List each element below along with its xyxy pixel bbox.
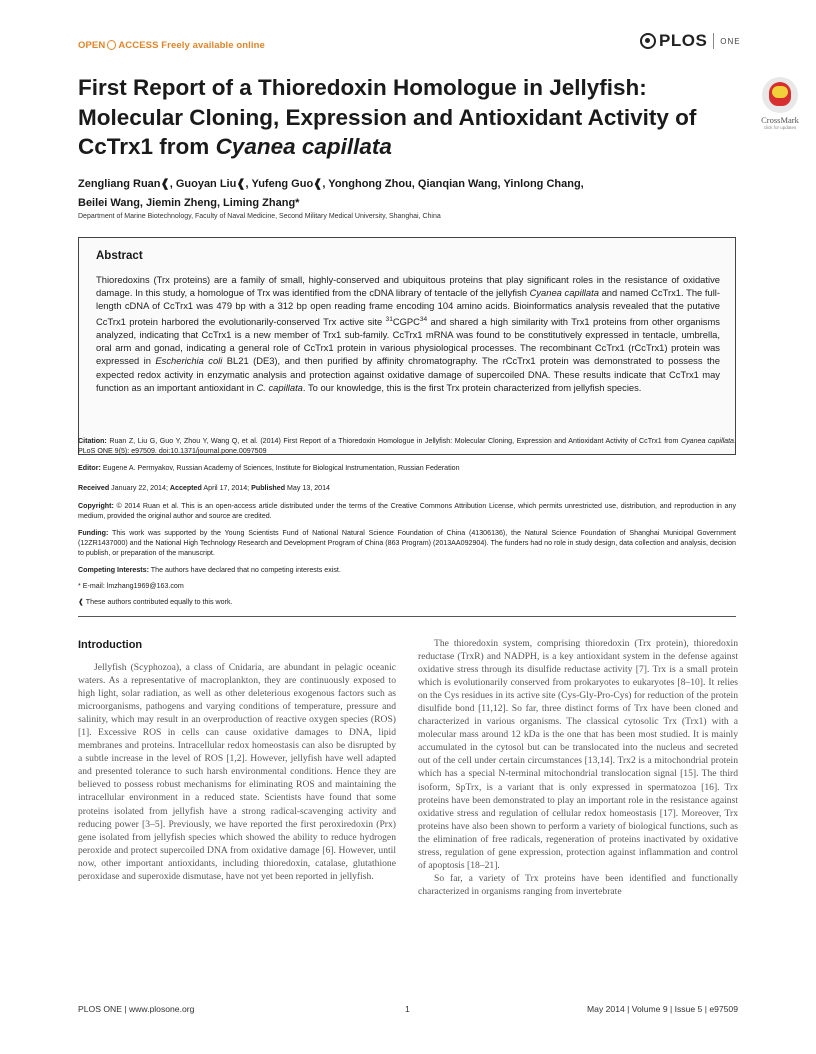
authors-line-2: Beilei Wang, Jiemin Zheng, Liming Zhang* — [78, 197, 300, 209]
footer-journal[interactable]: PLOS ONE | www.plosone.org — [78, 1004, 195, 1014]
plos-one-suffix: ONE — [720, 36, 741, 46]
intro-column-right — [418, 637, 738, 898]
competing-interests: Competing Interests: The authors have declared that no competing interests exist. — [78, 566, 341, 574]
page-number: 1 — [405, 1004, 410, 1014]
crossmark-button[interactable] — [752, 77, 808, 130]
authors-line-1: Zengliang Ruan❰, Guoyan Liu❰, Yufeng Guo❰, Yonghong Zhou, Qianqian Wang, Yinlong Chang, — [78, 178, 584, 190]
intro-column-left — [78, 661, 396, 883]
abstract-heading: Abstract — [96, 250, 143, 262]
introduction-heading: Introduction — [78, 639, 143, 651]
equal-contribution-note: ❰ These authors contributed equally to this work. — [78, 598, 233, 606]
editor: Editor: Eugene A. Permyakov, Russian Academy of Sciences, Institute for Biological Instrumentation, Russian Federation — [78, 464, 460, 472]
intro-paragraph-3: So far, a variety of Trx proteins have been identified and functionally characterized in organisms ranging from invertebrate — [418, 872, 738, 897]
crossmark-icon — [762, 77, 798, 113]
copyright: Copyright: © 2014 Ruan et al. This is an open-access article distributed under the terms of the Creative Commons Attribution License, which permits unrestricted use, distribution, and reproduction in any medium, provided the original author and source are credited. — [78, 502, 736, 520]
open-lock-icon — [107, 40, 116, 50]
section-divider — [78, 616, 736, 617]
corresponding-email[interactable]: * E-mail: lmzhang1969@163.com — [78, 582, 184, 590]
plos-wordmark: PLOS — [659, 31, 708, 50]
article-title: First Report of a Thioredoxin Homologue in Jellyfish: Molecular Cloning, Expression and Antioxidant Activity of CcTrx1 from Cyanea capillata — [78, 75, 697, 159]
dates: Received January 22, 2014; Accepted April 17, 2014; Published May 13, 2014 — [78, 484, 330, 492]
intro-paragraph-2: The thioredoxin system, comprising thioredoxin (Trx protein), thioredoxin reductase (TrxR) and NADPH, is a key antioxidant system in the defense against oxidative stress through its disulfide reductase activity [7]. Trx is a small protein which is evolutionarily conserved from prokaryotes to eukaryotes [8–10]. It relies on the Cys residues in its active site (Cys-Gly-Pro-Cys) for reduction of the protein disulfide bond [11,12]. So far, three distinct forms of Trx have been cloned and characterized in various organisms. The classical cytosolic Trx (Trx1) with a molecular mass around 12 kDa is the one that has been most studied. It is mainly accumulated in the cytosol but can be translocated into the nucleus and secreted out of the cell under certain circumstances [13,14]. Trx2 is a mitochondrial protein which has a special N-terminal mitochondrial translocation signal [15]. The third isoform, SpTrx, is a variant that is only expressed in spermatozoa [16]. Trx proteins have been demonstrated to play an important role in the resistance against oxidative stress and regulation of cellular redox homeostasis [17]. Moreover, Trx proteins have also been shown to perform a variety of biological functions, such as the elimination of free radicals, regeneration of proteins inactivated by oxidative stress, regulation of gene expression, protection against inflammation and control of apoptosis [18–21]. — [418, 638, 738, 871]
journal-logo[interactable] — [640, 31, 741, 51]
crossmark-sublabel: click for updates — [763, 125, 797, 130]
intro-paragraph-1: Jellyfish (Scyphozoa), a class of Cnidaria, are abundant in pelagic oceanic waters. As a representative of macroplankton, they are continuously exposed to high light, solar radiation, as well as other deleterious exogenous factors such as microorganisms, pathogens and varying conditions of temperature, pressure and salinity, which may result in an overproduction of reactive oxygen species (ROS) [1]. Excessive ROS in cells can cause oxidative damages to DNA, lipid membranes and proteins. Intracellular redox homeostasis can also be disrupted by a subtle increase in the level of ROS [1,2]. However, jellyfish have well adapted and presented tolerance to such harsh environmental conditions. Hence they are believed to possess robust mechanisms for eliminating ROS and maintaining the intracellular environment in a reduced state. Scientists have found that some proteins isolated from jellyfish have a strong radical-scavenging activity and reducing power [3–5]. Previously, we have reported the first peroxiredoxin (Prx) gene isolated from jellyfish species which showed the ability to reduce hydrogen peroxide and protect supercoiled DNA from oxidative damage [6]. However, until now, other important antioxidants, including thioredoxin, catalase, glutathione peroxidase and superoxide dismutase, have not yet been reported in jellyfish. — [78, 662, 396, 882]
plos-circle-icon — [640, 33, 656, 49]
citation: Citation: Ruan Z, Liu G, Guo Y, Zhou Y, Wang Q, et al. (2014) First Report of a Thioredoxin Homologue in Jellyfish: Molecular Cloning, Expression and Antioxidant Activity of CcTrx1 from Cyanea capillata. PLoS ONE 9(5): e97509. doi:10.1371/journal.pone.0097509 — [78, 437, 736, 455]
footer-issue: May 2014 | Volume 9 | Issue 5 | e97509 — [587, 1004, 738, 1014]
abstract-text: Thioredoxins (Trx proteins) are a family of small, highly-conserved and ubiquitous proteins that play significant roles in the resistance of oxidative damage. In this study, a homologue of Trx was identified from the cDNA library of tentacle of the jellyfish Cyanea capillata and named CcTrx1. The full-length cDNA of CcTrx1 was 479 bp with a 312 bp open reading frame encoding 104 amino acids. Bioinformatics analysis revealed that the putative CcTrx1 protein harbored the evolutionarily-conserved Trx active site $^{31}$CGPC$^{34}$ and shared a high similarity with Trx1 proteins from other organisms analyzed, indicating that CcTrx1 is a new member of Trx1 sub-family. CcTrx1 mRNA was found to be constitutively expressed in tentacle, umbrella, oral arm and gonad, indicating a general role of CcTrx1 protein in various physiological processes. The recombinant CcTrx1 (rCcTrx1) protein was expressed in Escherichia coli BL21 (DE3), and then purified by affinity chromatography. The rCcTrx1 protein was demonstrated to possess the expected redox activity in enzymatic analysis and protection against oxidative damage of supercoiled DNA. These results indicate that CcTrx1 may function as an important antioxidant in C. capillata. To our knowledge, this is the first Trx protein characterized from jellyfish species. — [96, 274, 720, 393]
open-access-label: OPEN ACCESS Freely available online — [78, 40, 265, 51]
author-list — [78, 175, 758, 213]
funding: Funding: This work was supported by the Young Scientists Fund of National Natural Science Foundation of China (41306136), the Natural Science Foundation of Shanghai Municipal Government (12ZR1437000) and the National High Technology Research and Development Program of China (863 Program) (2013AA092904). The funders had no role in study design, data collection and analysis, decision to publish, or preparation of the manuscript. — [78, 529, 736, 557]
abstract-box — [78, 237, 736, 455]
logo-divider — [713, 33, 714, 49]
affiliation: Department of Marine Biotechnology, Faculty of Naval Medicine, Second Military Medical University, Shanghai, China — [78, 213, 441, 220]
crossmark-label: CrossMark — [761, 115, 799, 125]
